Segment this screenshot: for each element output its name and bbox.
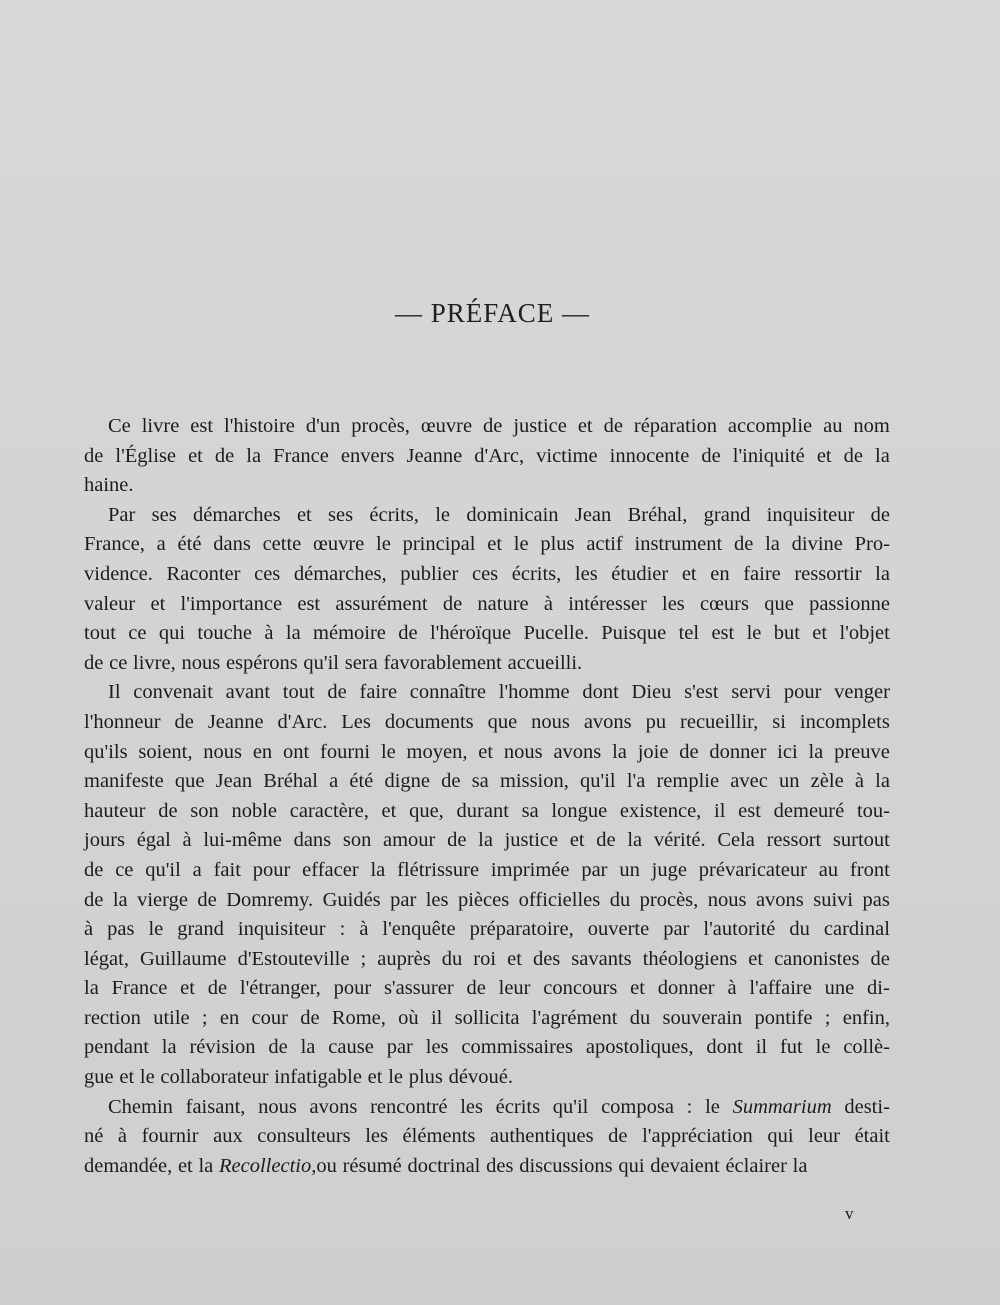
text-line: de ce livre, nous espérons qu'il sera favorablement accueilli. (84, 651, 583, 674)
text-line: jours égal à lui-même dans son amour de la justice et de la vérité. Cela ressort surtout (84, 829, 890, 852)
text-line: de ce qu'il a fait pour effacer la flétrissure imprimée par un juge prévaricateur au front (84, 858, 890, 881)
text-line: haine. (84, 474, 134, 497)
text-line: l'honneur de Jeanne d'Arc. Les documents que nous avons pu recueillir, si incomplets (84, 710, 890, 733)
text-line: rection utile ; en cour de Rome, où il sollicita l'agrément du souverain pontife ; enfin, (84, 1006, 890, 1029)
text-line: hauteur de son noble caractère, et que, durant sa longue existence, il est demeuré tou- (84, 799, 890, 822)
text-line: Chemin faisant, nous avons rencontré les écrits qu'il composa : le Summarium desti- (108, 1095, 890, 1118)
text-line: tout ce qui touche à la mémoire de l'héroïque Pucelle. Puisque tel est le but et l'objet (84, 622, 890, 645)
preface-body (84, 412, 890, 1181)
text-line: demandée, et la Recollectio, ou résumé doctrinal des discussions qui devaient éclairer la (84, 1154, 808, 1177)
text-line: valeur et l'importance est assurément de nature à intéresser les cœurs que passionne (84, 592, 890, 615)
text-line: Par ses démarches et ses écrits, le dominicain Jean Bréhal, grand inquisiteur de (108, 503, 890, 526)
text-line: vidence. Raconter ces démarches, publier ces écrits, les étudier et en faire ressortir la (84, 562, 890, 585)
text-line: manifeste que Jean Bréhal a été digne de sa mission, qu'il l'a remplie avec un zèle à la (84, 770, 890, 793)
text-line: gue et le collaborateur infatigable et le plus dévoué. (84, 1066, 513, 1089)
text-line: de l'Église et de la France envers Jeanne d'Arc, victime innocente de l'iniquité et de la (84, 444, 890, 467)
text-line: de la vierge de Domremy. Guidés par les pièces officielles du procès, nous avons suivi pas (84, 888, 890, 911)
page-number: v (845, 1204, 854, 1223)
text-line: né à fournir aux consulteurs les éléments authentiques de l'appréciation qui leur était (84, 1125, 890, 1148)
text-line: pendant la révision de la cause par les commissaires apostoliques, dont il fut le collè- (84, 1036, 890, 1059)
page-title: — PRÉFACE — (394, 298, 591, 328)
text-line: la France et de l'étranger, pour s'assurer de leur concours et donner à l'affaire une di- (84, 977, 890, 1000)
text-line: France, a été dans cette œuvre le principal et le plus actif instrument de la divine Pro- (84, 533, 890, 556)
text-line: qu'ils soient, nous en ont fourni le moyen, et nous avons la joie de donner ici la preuve (84, 740, 890, 763)
text-line: Ce livre est l'histoire d'un procès, œuvre de justice et de réparation accomplie au nom (108, 415, 890, 437)
text-line: Il convenait avant tout de faire connaître l'homme dont Dieu s'est servi pour venger (108, 681, 890, 704)
text-line: à pas le grand inquisiteur : à l'enquête préparatoire, ouverte par l'autorité du cardinal (84, 918, 890, 941)
text-line: légat, Guillaume d'Estouteville ; auprès du roi et des savants théologiens et canonistes de (84, 947, 890, 970)
